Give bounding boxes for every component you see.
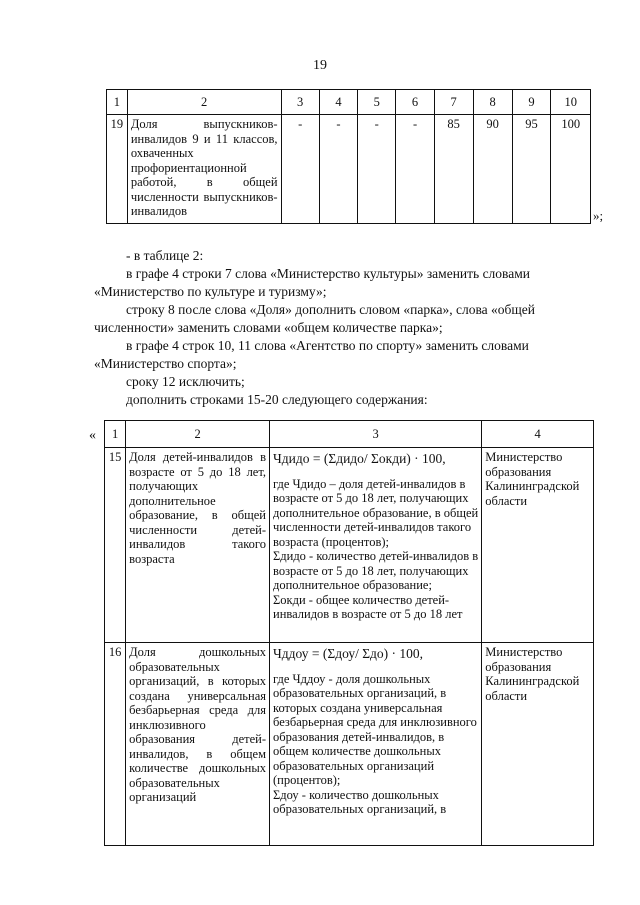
header-cell: 7	[434, 90, 473, 115]
value-cell: -	[396, 115, 434, 224]
table-row	[105, 643, 594, 846]
value-cell: 100	[551, 115, 591, 224]
text-line: - в таблице 2:	[126, 248, 204, 263]
header-cell: 2	[126, 421, 270, 448]
indicator-description: Доля детей-инвалидов в возрасте от 5 до 18 лет, получающих дополнительное образование, в общей численности детей-инвалидов такого возраста	[126, 448, 270, 643]
calculation-method	[270, 448, 482, 643]
opening-quote: «	[89, 428, 96, 443]
value-cell: 95	[512, 115, 551, 224]
header-cell: 1	[107, 90, 128, 115]
value-cell: 85	[434, 115, 473, 224]
header-cell: 3	[270, 421, 482, 448]
header-cell: 4	[482, 421, 594, 448]
text-line: в графе 4 строк 10, 11 слова «Агентство по спорту» заменить словами	[126, 338, 529, 353]
value-cell: -	[358, 115, 396, 224]
closing-quote: »;	[593, 208, 604, 223]
page-number: 19	[313, 58, 327, 73]
calculation-method	[270, 643, 482, 846]
indicator-description: Доля дошкольных образовательных организаций, в которых создана универсальная безбарьерная среда для инклюзивного образования детей-инвалидов, в общем количестве дошкольных образовательных организаций	[126, 643, 270, 846]
formula: Чдидо = (Σдидо/ Σокди) · 100,	[273, 451, 446, 466]
indicator-description: Доля выпускников-инвалидов 9 и 11 классов, охваченных профориентационной работой, в общей численности выпускников-инвалидов	[127, 115, 281, 224]
header-cell: 2	[127, 90, 281, 115]
header-cell: 9	[512, 90, 551, 115]
responsible-org: Министерство образования Калининградской области	[482, 643, 594, 846]
table-row	[107, 115, 591, 224]
formula: Чддоу = (Σдоу/ Σдо) · 100,	[273, 646, 424, 661]
header-cell: 4	[319, 90, 357, 115]
value-cell: -	[319, 115, 357, 224]
table-1-header-row	[107, 90, 591, 115]
header-cell: 10	[551, 90, 591, 115]
row-number: 16	[105, 643, 126, 846]
formula-explanation: Σдоу - количество дошкольных образовательных организаций, в	[273, 787, 447, 816]
text-line: сроку 12 исключить;	[126, 374, 245, 389]
header-cell: 3	[281, 90, 319, 115]
text-line: «Министерство спорта»;	[94, 356, 237, 371]
text-line: «Министерство по культуре и туризму»;	[94, 284, 327, 299]
row-number: 19	[107, 115, 128, 224]
responsible-org: Министерство образования Калининградской области	[482, 448, 594, 643]
header-cell: 6	[396, 90, 434, 115]
text-line: строку 8 после слова «Доля» дополнить словом «парка», слова «общей	[126, 302, 536, 317]
value-cell: 90	[473, 115, 512, 224]
formula-explanation: Σокди - общее количество детей-инвалидов в возрасте от 5 до 18 лет	[273, 592, 463, 621]
header-cell: 8	[473, 90, 512, 115]
formula-explanation: где Чддоу - доля дошкольных образовательных организаций, в которых создана универсальная безбарьерная среда для инклюзивного образования детей-инвалидов, в общем количестве дошкольных образовательных организаций (процентов);	[273, 671, 477, 787]
table-row	[105, 448, 594, 643]
header-cell: 5	[358, 90, 396, 115]
table-1	[106, 89, 591, 224]
text-line: дополнить строками 15-20 следующего содержания:	[126, 392, 428, 407]
text-line: в графе 4 строки 7 слова «Министерство культуры» заменить словами	[126, 266, 531, 281]
table-2-header-row	[105, 421, 594, 448]
value-cell: -	[281, 115, 319, 224]
text-line: численности» заменить словами «общем количестве парка»;	[94, 320, 443, 335]
formula-explanation: Σдидо - количество детей-инвалидов в возрасте от 5 до 18 лет, получающих дополнительное образование;	[273, 549, 479, 592]
table-2	[104, 420, 594, 846]
row-number: 15	[105, 448, 126, 643]
formula-explanation: где Чдидо – доля детей-инвалидов в возрасте от 5 до 18 лет, получающих дополнительное образование, в общей численности детей-инвалидов такого возраста (процентов);	[273, 476, 479, 549]
header-cell: 1	[105, 421, 126, 448]
